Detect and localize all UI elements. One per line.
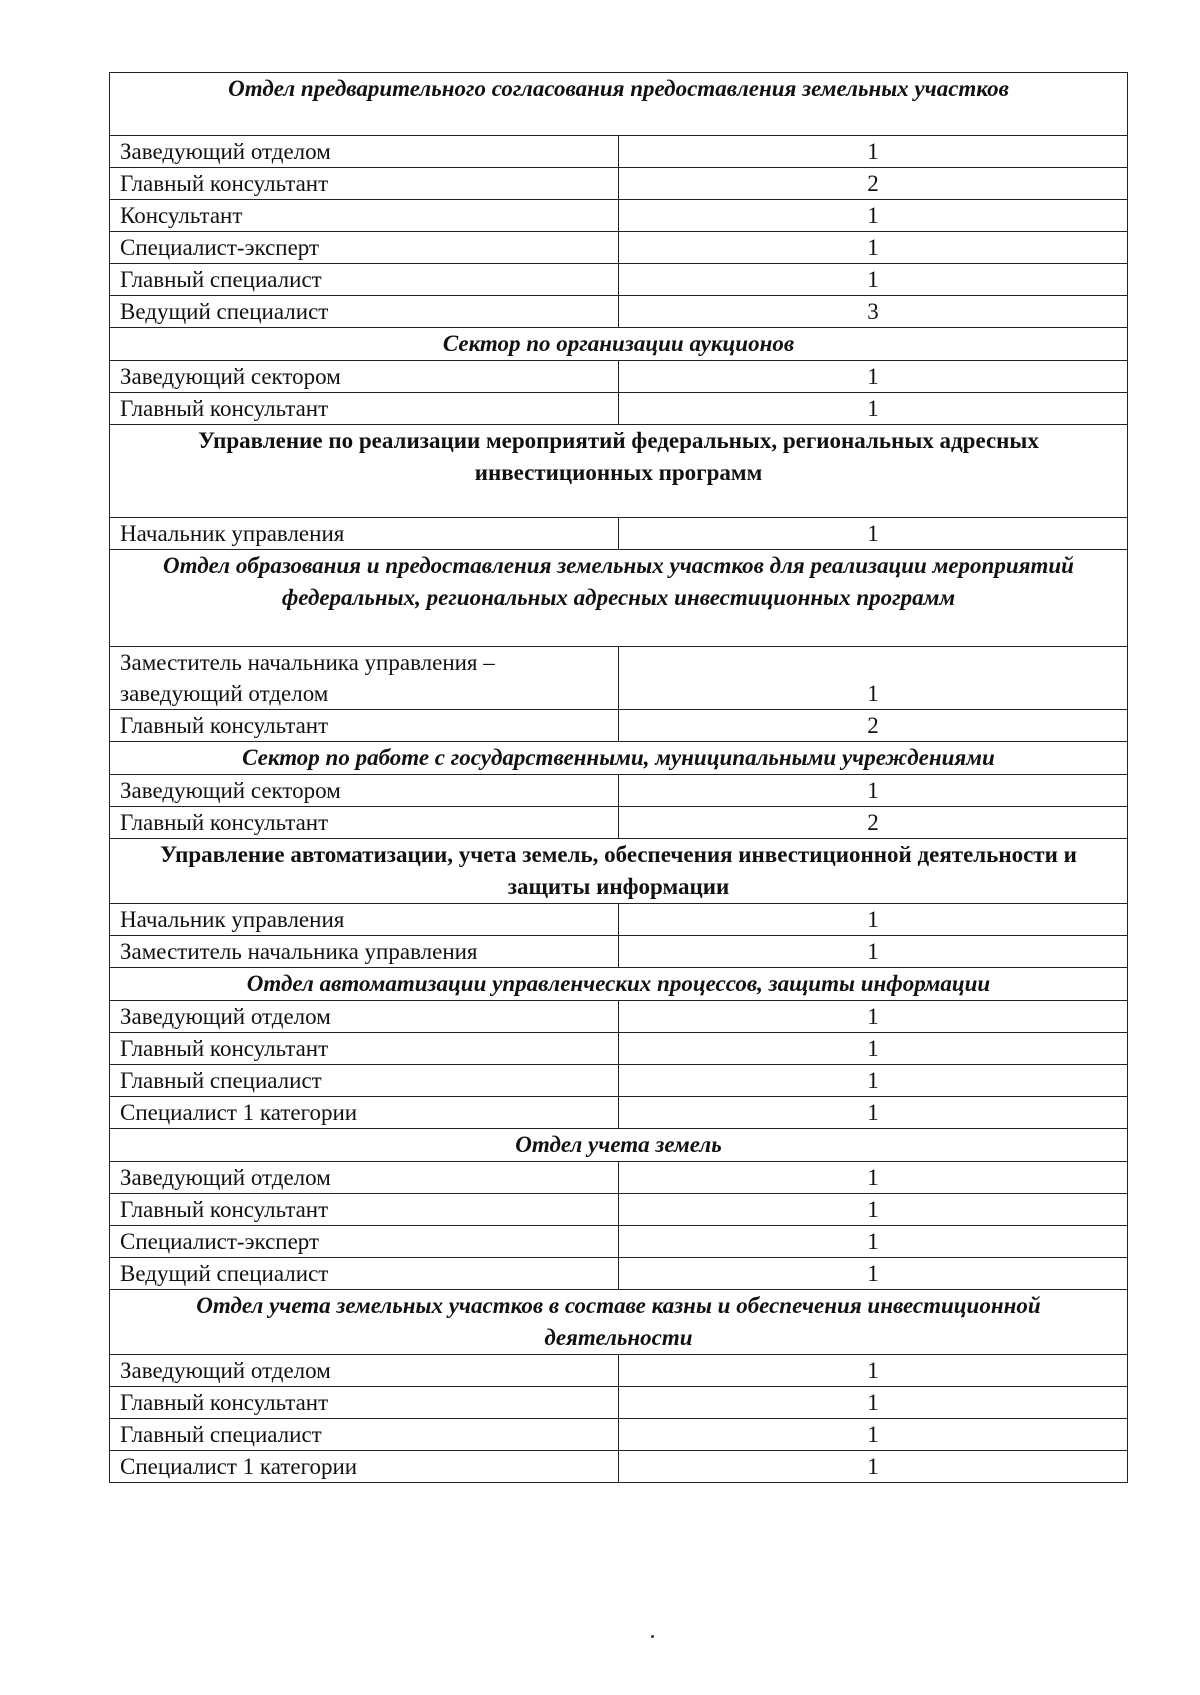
count-cell: 1 xyxy=(619,361,1128,393)
position-cell: Заведующий отделом xyxy=(110,136,619,168)
count-cell: 1 xyxy=(619,1001,1128,1033)
count-cell: 1 xyxy=(619,393,1128,425)
position-cell: Главный специалист xyxy=(110,1065,619,1097)
count-cell: 1 xyxy=(619,1387,1128,1419)
table-row xyxy=(110,361,1128,393)
section-header-row xyxy=(110,1290,1128,1355)
count-cell: 1 xyxy=(619,647,1128,710)
count-cell: 1 xyxy=(619,1226,1128,1258)
position-cell: Специалист 1 категории xyxy=(110,1451,619,1483)
table-row xyxy=(110,296,1128,328)
table-row xyxy=(110,1097,1128,1129)
section-header-row xyxy=(110,1129,1128,1162)
section-header-row xyxy=(110,328,1128,361)
position-cell: Специалист 1 категории xyxy=(110,1097,619,1129)
table-row xyxy=(110,232,1128,264)
table-row xyxy=(110,518,1128,550)
staffing-table-wrapper xyxy=(109,72,1128,1483)
count-cell: 1 xyxy=(619,1097,1128,1129)
section-title: Управление по реализации мероприятий федеральных, региональных адресных инвестиционных программ xyxy=(110,425,1128,518)
count-cell: 1 xyxy=(619,1451,1128,1483)
section-title: Отдел предварительного согласования предоставления земельных участков xyxy=(110,73,1128,136)
table-row xyxy=(110,936,1128,968)
table-row xyxy=(110,775,1128,807)
position-cell: Заведующий отделом xyxy=(110,1162,619,1194)
position-cell: Заведующий сектором xyxy=(110,361,619,393)
table-row xyxy=(110,1355,1128,1387)
position-cell: Главный консультант xyxy=(110,1387,619,1419)
count-cell: 1 xyxy=(619,1194,1128,1226)
position-cell: Главный консультант xyxy=(110,393,619,425)
count-cell: 2 xyxy=(619,710,1128,742)
table-row xyxy=(110,1065,1128,1097)
position-cell: Заведующий отделом xyxy=(110,1355,619,1387)
count-cell: 1 xyxy=(619,1065,1128,1097)
table-row xyxy=(110,710,1128,742)
count-cell: 1 xyxy=(619,232,1128,264)
count-cell: 1 xyxy=(619,136,1128,168)
count-cell: 1 xyxy=(619,775,1128,807)
count-cell: 1 xyxy=(619,1419,1128,1451)
count-cell: 2 xyxy=(619,807,1128,839)
section-header-row xyxy=(110,73,1128,136)
count-cell: 1 xyxy=(619,1258,1128,1290)
table-row xyxy=(110,1226,1128,1258)
position-cell: Главный консультант xyxy=(110,1033,619,1065)
count-cell: 1 xyxy=(619,200,1128,232)
count-cell: 1 xyxy=(619,1162,1128,1194)
table-row xyxy=(110,1033,1128,1065)
table-row xyxy=(110,1001,1128,1033)
section-title: Отдел образования и предоставления земельных участков для реализации мероприятий федеральных, региональных адресных инвестиционных программ xyxy=(110,550,1128,647)
table-row xyxy=(110,904,1128,936)
table-row xyxy=(110,136,1128,168)
table-row xyxy=(110,200,1128,232)
section-header-row xyxy=(110,425,1128,518)
position-cell: Консультант xyxy=(110,200,619,232)
staffing-table xyxy=(109,72,1128,1483)
scan-speck xyxy=(651,1635,654,1638)
section-header-row xyxy=(110,550,1128,647)
table-row xyxy=(110,1162,1128,1194)
position-cell: Заместитель начальника управления xyxy=(110,936,619,968)
position-cell: Главный консультант xyxy=(110,807,619,839)
section-header-row xyxy=(110,742,1128,775)
count-cell: 2 xyxy=(619,168,1128,200)
section-title: Отдел автоматизации управленческих процессов, защиты информации xyxy=(110,968,1128,1001)
position-cell: Главный специалист xyxy=(110,1419,619,1451)
count-cell: 1 xyxy=(619,1355,1128,1387)
count-cell: 1 xyxy=(619,904,1128,936)
table-row xyxy=(110,168,1128,200)
position-cell: Главный консультант xyxy=(110,710,619,742)
position-cell: Специалист-эксперт xyxy=(110,1226,619,1258)
table-row xyxy=(110,647,1128,710)
count-cell: 1 xyxy=(619,1033,1128,1065)
table-row xyxy=(110,1387,1128,1419)
section-title: Отдел учета земель xyxy=(110,1129,1128,1162)
table-row xyxy=(110,1258,1128,1290)
position-cell: Начальник управления xyxy=(110,904,619,936)
position-cell: Главный консультант xyxy=(110,168,619,200)
section-title: Сектор по работе с государственными, муниципальными учреждениями xyxy=(110,742,1128,775)
table-row xyxy=(110,1194,1128,1226)
position-cell: Ведущий специалист xyxy=(110,1258,619,1290)
table-row xyxy=(110,264,1128,296)
table-row xyxy=(110,807,1128,839)
position-cell: Ведущий специалист xyxy=(110,296,619,328)
count-cell: 3 xyxy=(619,296,1128,328)
position-cell: Специалист-эксперт xyxy=(110,232,619,264)
section-title: Отдел учета земельных участков в составе казны и обеспечения инвестиционной деятельности xyxy=(110,1290,1128,1355)
section-header-row xyxy=(110,968,1128,1001)
count-cell: 1 xyxy=(619,518,1128,550)
position-cell: Заведующий сектором xyxy=(110,775,619,807)
position-cell: Заместитель начальника управления – заведующий отделом xyxy=(110,647,619,710)
position-cell: Главный консультант xyxy=(110,1194,619,1226)
count-cell: 1 xyxy=(619,264,1128,296)
count-cell: 1 xyxy=(619,936,1128,968)
position-cell: Заведующий отделом xyxy=(110,1001,619,1033)
table-row xyxy=(110,1451,1128,1483)
section-title: Сектор по организации аукционов xyxy=(110,328,1128,361)
position-cell: Начальник управления xyxy=(110,518,619,550)
position-cell: Главный специалист xyxy=(110,264,619,296)
table-row xyxy=(110,1419,1128,1451)
table-row xyxy=(110,393,1128,425)
section-title: Управление автоматизации, учета земель, обеспечения инвестиционной деятельности и защиты информации xyxy=(110,839,1128,904)
section-header-row xyxy=(110,839,1128,904)
